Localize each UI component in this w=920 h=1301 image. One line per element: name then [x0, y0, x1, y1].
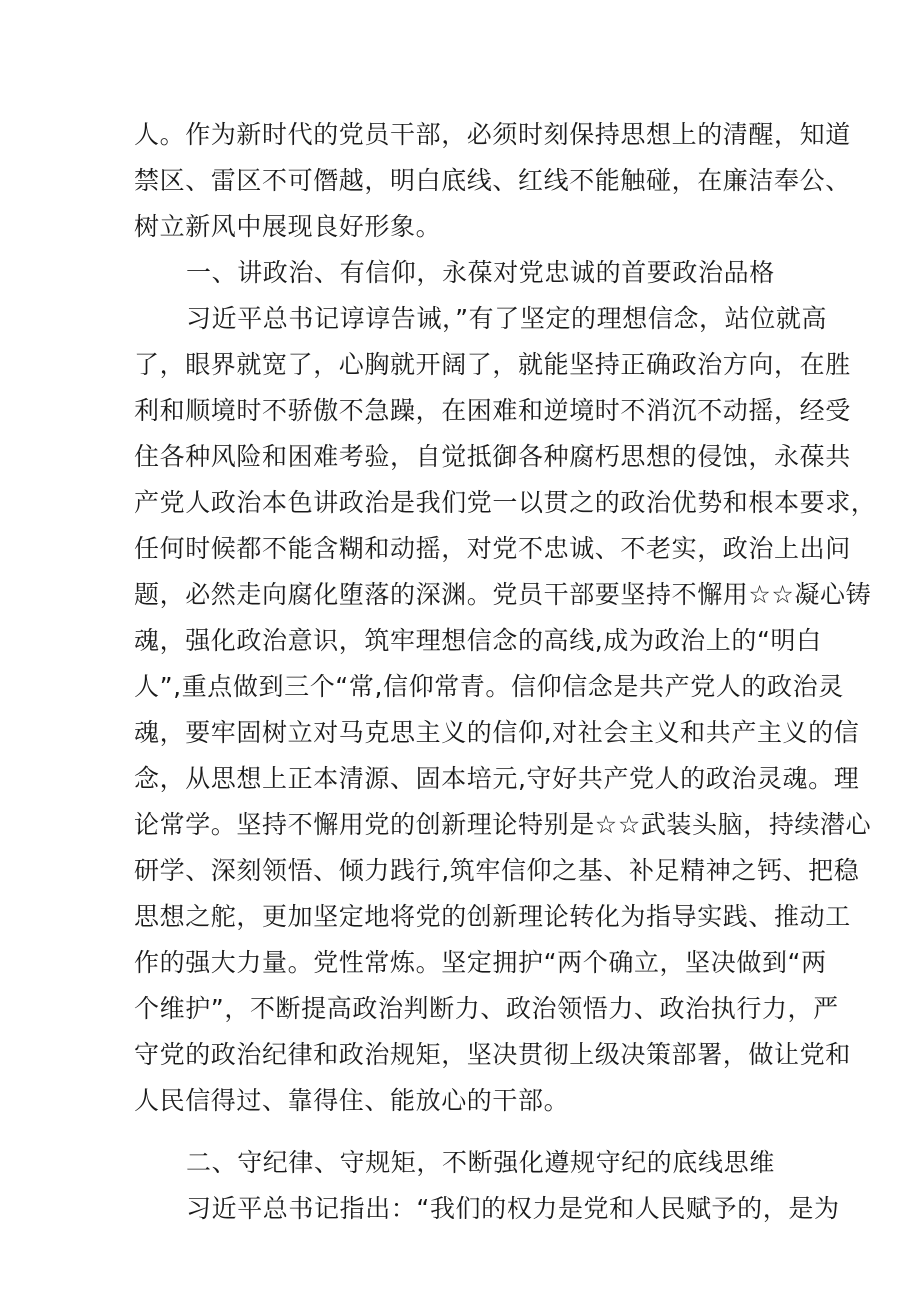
text-line: 人民信得过、靠得住、能放心的干部。 [134, 1086, 570, 1115]
document-body [134, 112, 877, 1232]
text-line: 题，必然走向腐化堕落的深渊。党员干部要坚持不懈用☆☆凝心铸 [134, 580, 872, 609]
text-line: 了，眼界就宽了，心胸就开阔了，就能坚持正确政治方向，在胜 [134, 350, 851, 379]
text-line: 任何时候都不能含糊和动摇，对党不忠诚、不老实，政治上出问 [134, 534, 851, 563]
paragraph-gap [134, 1124, 810, 1140]
text-line: 住各种风险和困难考验，自觉抵御各种腐朽思想的侵蚀，永葆共 [134, 442, 851, 471]
text-line: 守党的政治纪律和政治规矩，坚决贯彻上级决策部署，做让党和 [134, 1040, 851, 1069]
text-line: 产党人政治本色讲政治是我们党一以贯之的政治优势和根本要求， [134, 488, 877, 517]
section-heading-2: 二、守纪律、守规矩，不断强化遵规守纪的底线思维 [186, 1148, 775, 1177]
text-line: 利和顺境时不骄傲不急躁，在困难和逆境时不消沉不动摇，经受 [134, 396, 851, 425]
section-heading-1: 一、讲政治、有信仰，永葆对党忠诚的首要政治品格 [186, 258, 775, 287]
text-line: 人。作为新时代的党员干部，必须时刻保持思想上的清醒，知道 [134, 120, 851, 149]
paragraph-politics [134, 296, 877, 1124]
text-line: 论常学。坚持不懈用党的创新理论特别是☆☆武装头脑，持续潜心 [134, 810, 872, 839]
text-line: 个维护”，不断提高政治判断力、政治领悟力、政治执行力，严 [134, 994, 839, 1023]
text-line: 习近平总书记指出：“我们的权力是党和人民赋予的，是为 [186, 1194, 840, 1223]
text-line: 魂，要牢固树立对马克思主义的信仰,对社会主义和共产主义的信 [134, 718, 860, 747]
text-line: 习近平总书记谆谆告诫，”有了坚定的理想信念，站位就高 [186, 304, 828, 333]
text-line: 作的强大力量。党性常炼。坚定拥护“两个确立，坚决做到“两 [134, 948, 827, 977]
text-line: 思想之舵，更加坚定地将党的创新理论转化为指导实践、推动工 [134, 902, 851, 931]
paragraph-intro [134, 112, 851, 250]
text-line: 魂，强化政治意识，筑牢理想信念的高线,成为政治上的“明白 [134, 626, 822, 655]
text-line: 研学、深刻领悟、倾力践行,筑牢信仰之基、补足精神之钙、把稳 [134, 856, 860, 885]
text-line: 人”,重点做到三个“常,信仰常青。信仰信念是共产党人的政治灵 [134, 672, 844, 701]
text-line: 念，从思想上正本清源、固本培元,守好共产党人的政治灵魂。理 [134, 764, 860, 793]
text-line: 树立新风中展现良好形象。 [134, 212, 442, 241]
text-line: 禁区、雷区不可僭越，明白底线、红线不能触碰，在廉洁奉公、 [134, 166, 851, 195]
paragraph-discipline [134, 1186, 840, 1232]
